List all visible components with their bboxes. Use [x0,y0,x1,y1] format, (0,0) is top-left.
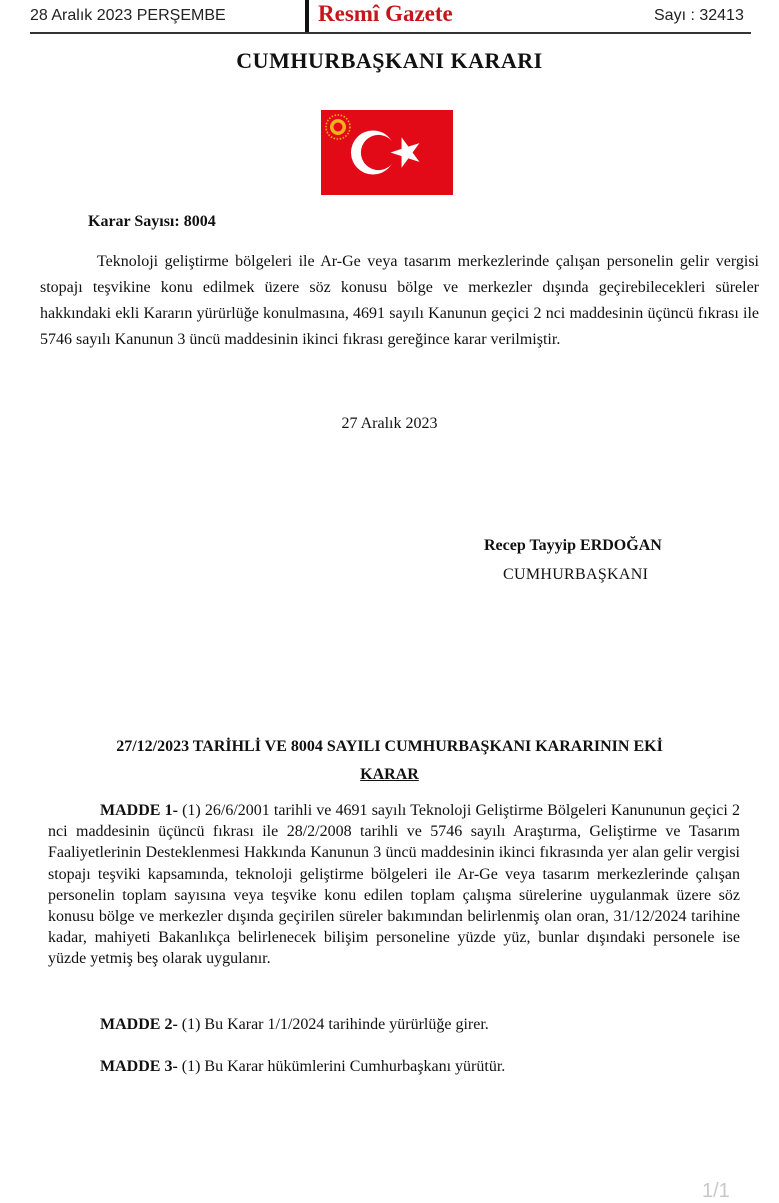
article-3-label: MADDE 3- [100,1058,178,1075]
document-title: CUMHURBAŞKANI KARARI [236,48,543,73]
gazette-name: Resmî Gazete [318,1,453,26]
annex-title-line2: KARAR [360,766,419,783]
signatory-name: Recep Tayyip ERDOĞAN [484,537,662,554]
article-1 [48,800,740,970]
decision-number: Karar Sayısı: 8004 [88,213,216,230]
header-date: 28 Aralık 2023 PERŞEMBE [30,7,226,24]
header-issue-number: Sayı : 32413 [654,7,744,24]
article-1-text: (1) 26/6/2001 tarihli ve 4691 sayılı Teknoloji Geliştirme Bölgeleri Kanununun geçici 2 nci maddesinin üçüncü fıkrası ile 28/2/2008 tarihli ve 5746 sayılı Araştırma, Geliştirme ve Tasarım Faaliyetlerinin Desteklenmesi Hakkında Kanunun 3 üncü maddesinin ikinci fıkrasında yer alan gelir vergisi stopajı teşviki kapsamında, teknoloji geliştirme bölgeleri ile Ar-Ge veya tasarım merkezlerinde çalışan personelin toplam sayısına veya teşvike konu edilen toplam çalışma sürelerine uygulanmak üzere söz konusu bölge ve merkezler dışında geçirilen süreler bakımından belirlenmiş olan oran, 31/12/2024 tarihine kadar, mahiyeti Bakanlıkça belirlenecek bilişim personeline yüzde yüz, bunlar dışındaki personele ise yüzde yetmiş beş olarak uygulanır. [48,802,740,968]
signatory-title: CUMHURBAŞKANI [503,566,649,583]
article-2 [100,1016,489,1034]
turkish-flag-icon [321,110,453,195]
header-rule [30,32,751,34]
article-2-text: (1) Bu Karar 1/1/2024 tarihinde yürürlüğe girer. [177,1016,489,1033]
annex-title-line1: 27/12/2023 TARİHLİ VE 8004 SAYILI CUMHURBAŞKANI KARARININ EKİ [116,738,663,755]
article-2-label: MADDE 2- [100,1016,178,1033]
header-divider [305,0,309,33]
annex-title [30,733,749,789]
article-3-text: (1) Bu Karar hükümlerini Cumhurbaşkanı yürütür. [177,1058,506,1075]
article-3 [100,1058,505,1076]
gazette-header [0,0,779,40]
article-1-label: MADDE 1- [100,802,178,819]
decision-date: 27 Aralık 2023 [341,415,438,432]
page-indicator: 1/1 [702,1180,730,1202]
decision-body: Teknoloji geliştirme bölgeleri ile Ar-Ge veya tasarım merkezlerinde çalışan personelin gelir vergisi stopajı teşvikine konu edilmek üzere söz konusu bölge ve merkezler dışında geçirebilecekleri süreler hakkındaki ekli Kararın yürürlüğe konulmasına, 4691 sayılı Kanunun geçici 2 nci maddesinin üçüncü fıkrası ile 5746 sayılı Kanunun 3 üncü maddesinin ikinci fıkrası gereğince karar verilmiştir. [40,253,759,348]
